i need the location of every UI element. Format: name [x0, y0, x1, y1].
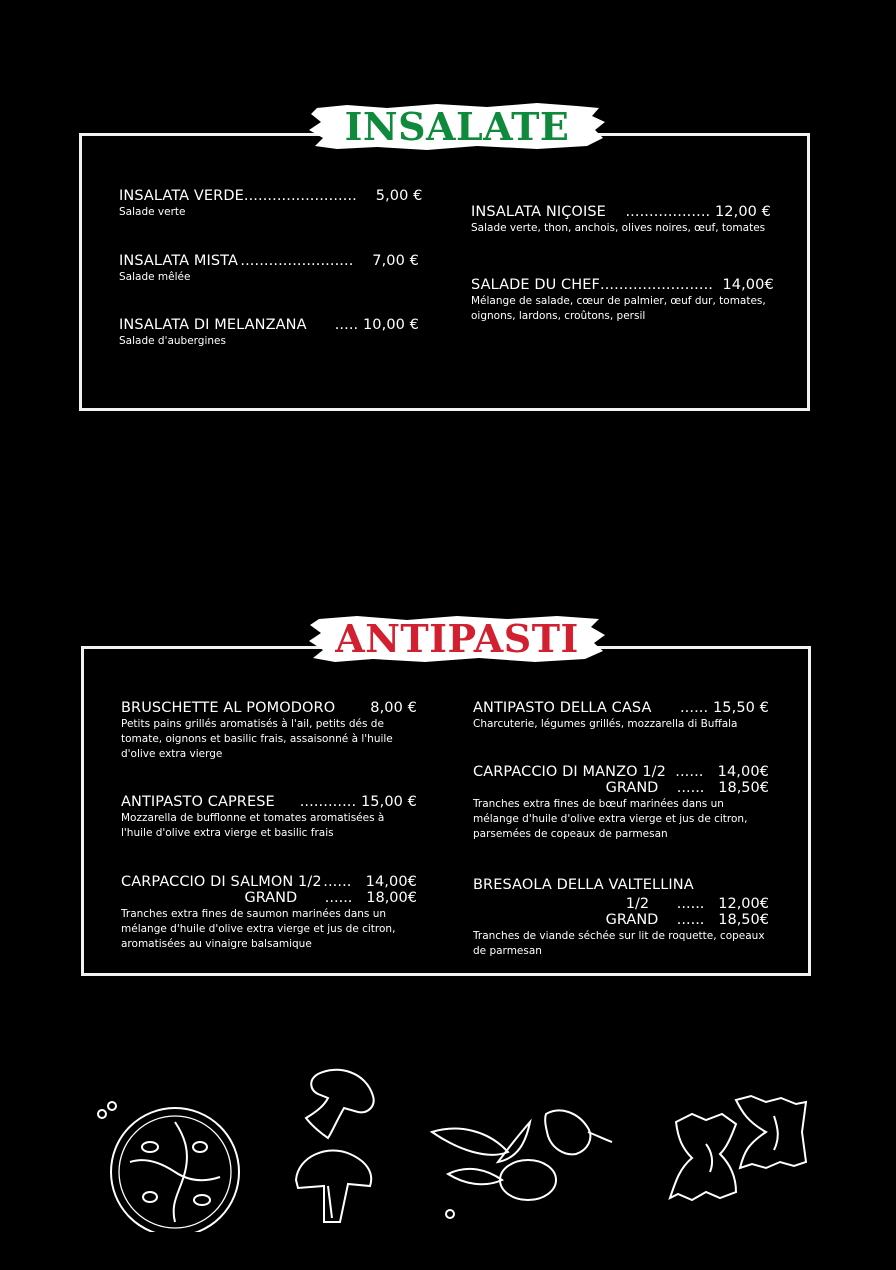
grand-label: GRAND — [244, 890, 298, 906]
item-price: 10,00 € — [362, 317, 419, 333]
item-price: 14,00€ — [722, 277, 774, 293]
item-dots: ........................ — [599, 277, 714, 293]
menu-item-bresaola — [473, 877, 769, 959]
item-description: Petits pains grillés aromatisés à l'ail, petits dés de tomate, oignons et basilic frais, assaisonné à l'huile d'olive extra vierge — [121, 718, 393, 760]
menu-item-carpaccio-salmon — [121, 874, 417, 952]
item-price: 14,00€ — [717, 764, 769, 780]
item-name: INSALATA DI MELANZANA — [119, 317, 307, 333]
item-dots: ........................ — [240, 253, 354, 269]
item-price: 7,00 € — [372, 253, 419, 269]
item-price: 15,50 € — [712, 700, 769, 716]
item-name: CARPACCIO DI SALMON 1/2 — [121, 874, 322, 890]
item-dots: ............ — [299, 794, 357, 810]
menu-item-insalata-di-melanzana — [119, 317, 419, 349]
item-dots: ...... — [676, 912, 705, 928]
menu-item-insalata-mista — [119, 253, 419, 285]
insalate-banner — [307, 102, 607, 152]
item-price: 15,00 € — [360, 794, 417, 810]
tomato-slice-icon — [90, 1092, 250, 1232]
grand-price: 18,50€ — [718, 912, 769, 928]
item-name: SALADE DU CHEF — [471, 277, 600, 293]
olive-garlic-icon — [428, 1102, 618, 1222]
item-dots: ...... — [675, 764, 704, 780]
item-price: 8,00 € — [370, 700, 417, 716]
antipasti-banner — [307, 614, 607, 664]
item-name: INSALATA VERDE — [119, 188, 244, 204]
menu-item-salade-du-chef — [471, 277, 774, 324]
menu-item-antipasto-della-casa — [473, 700, 769, 732]
item-name: ANTIPASTO CAPRESE — [121, 794, 275, 810]
grand-price: 18,50€ — [718, 780, 769, 796]
item-description: Salade d'aubergines — [119, 335, 226, 347]
item-price: 5,00 € — [375, 188, 423, 204]
item-dots: ...... — [324, 890, 353, 906]
item-price: 14,00€ — [365, 874, 417, 890]
item-dots: ...... — [679, 700, 709, 716]
mushroom-icon — [288, 1062, 388, 1232]
grand-label: GRAND — [605, 780, 659, 796]
item-dots: .................. — [625, 204, 711, 220]
item-price: 12,00 € — [714, 204, 771, 220]
item-dots: ...... — [323, 874, 352, 890]
menu-item-insalata-verde — [119, 188, 423, 220]
half-label: 1/2 — [625, 896, 650, 912]
item-description: Charcuterie, légumes grillés, mozzarella di Buffala — [473, 718, 738, 730]
item-name: BRESAOLA DELLA VALTELLINA — [473, 877, 694, 893]
item-dots: ........................ — [243, 188, 357, 204]
item-name: ANTIPASTO DELLA CASA — [473, 700, 652, 716]
item-name: INSALATA NIÇOISE — [471, 204, 606, 220]
menu-item-bruschette — [121, 700, 417, 762]
menu-item-antipasto-caprese — [121, 794, 417, 841]
item-description: Mélange de salade, cœur de palmier, œuf dur, tomates, oignons, lardons, croûtons, persil — [471, 295, 766, 322]
farfalle-pasta-icon — [656, 1092, 816, 1222]
item-description: Salade verte — [119, 206, 186, 218]
item-description: Salade verte, thon, anchois, olives noires, œuf, tomates — [471, 222, 766, 234]
item-dots: ..... — [334, 317, 359, 333]
item-description: Mozzarella de bufflonne et tomates aromatisées à l'huile d'olive extra vierge et basilic frais — [121, 812, 385, 839]
item-dots: ...... — [676, 780, 705, 796]
item-name: BRUSCHETTE AL POMODORO — [121, 700, 336, 716]
item-name: CARPACCIO DI MANZO 1/2 — [473, 764, 666, 780]
grand-price: 18,00€ — [366, 890, 417, 906]
half-price: 12,00€ — [718, 896, 769, 912]
item-dots: ...... — [676, 896, 705, 912]
antipasti-title: ANTIPASTI — [335, 616, 579, 661]
item-description: Tranches de viande séchée sur lit de roquette, copeaux de parmesan — [473, 930, 765, 957]
grand-label: GRAND — [605, 912, 659, 928]
menu-item-carpaccio-manzo — [473, 764, 773, 842]
menu-item-insalata-nicoise — [471, 204, 771, 236]
insalate-title: INSALATE — [344, 104, 570, 149]
item-description: Tranches extra fines de saumon marinées dans un mélange d'huile d'olive extra vierge et jus de citron, aromatisées au vinaigre balsamique — [121, 908, 396, 950]
item-name: INSALATA MISTA — [119, 253, 239, 269]
item-description: Salade mêlée — [119, 271, 191, 283]
item-description: Tranches extra fines de bœuf marinées dans un mélange d'huile d'olive extra vierge et jus de citron, parsemées de copeaux de parmesan — [473, 798, 748, 840]
